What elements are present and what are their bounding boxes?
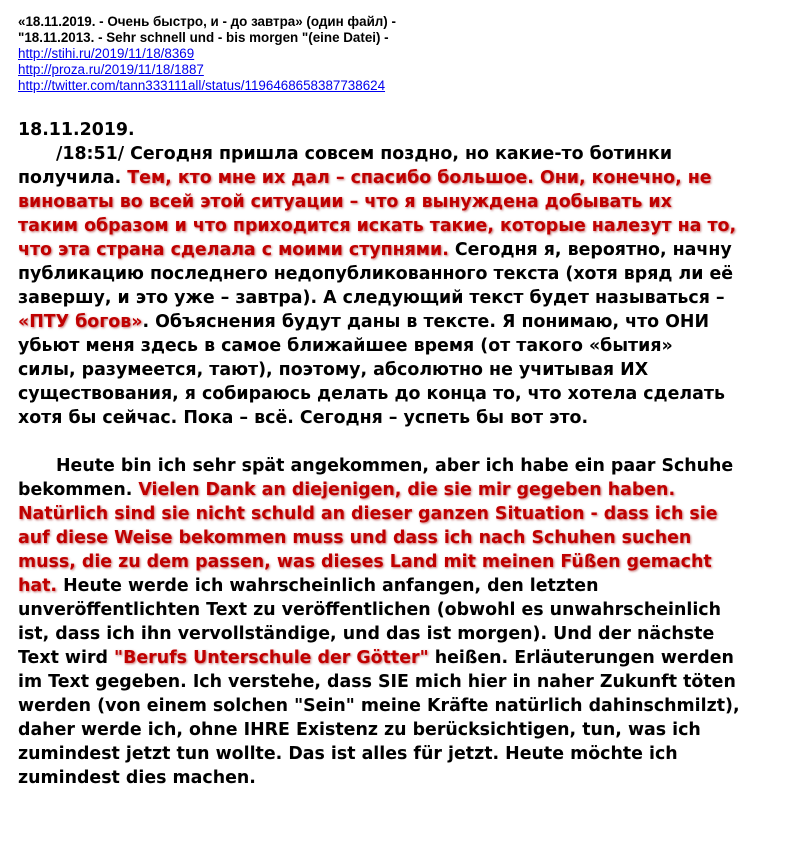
- text-line: [18, 598, 782, 622]
- text-line: [18, 694, 782, 718]
- highlighted-text: что эта страна сделала с моими ступнями.: [18, 240, 449, 260]
- german-paragraph: [18, 454, 782, 790]
- highlighted-text: hat.: [18, 576, 58, 596]
- document-body: [18, 118, 782, 790]
- text-segment: Сегодня я, вероятно, начну: [448, 240, 732, 260]
- text-line: [18, 502, 782, 526]
- text-segment: завершу, и это уже – завтра). А следующий текст будет называться –: [18, 288, 725, 308]
- highlighted-text: auf diese Weise bekommen muss und dass ich nach Schuhen suchen: [18, 528, 692, 548]
- text-segment: zumindest jetzt tun wollte. Das ist alles für jetzt. Heute möchte ich: [18, 744, 678, 764]
- text-line: [18, 478, 782, 502]
- text-segment: daher werde ich, ohne IHRE Existenz zu berücksichtigen, tun, was ich: [18, 720, 701, 740]
- link-proza[interactable]: http://proza.ru/2019/11/18/1887: [18, 62, 204, 77]
- text-segment: . Объяснения будут даны в тексте. Я понимаю, что ОНИ: [142, 312, 710, 332]
- link-twitter[interactable]: http://twitter.com/tann333111all/status/1196468658387738624: [18, 78, 386, 93]
- text-line: [18, 574, 782, 598]
- text-line: [18, 166, 782, 190]
- text-line: [18, 622, 782, 646]
- text-segment: im Text gegeben. Ich verstehe, dass SIE mich hier in naher Zukunft töten: [18, 672, 736, 692]
- text-segment: Text wird: [18, 648, 115, 668]
- text-segment: /18:51/ Сегодня пришла совсем поздно, но какие-то ботинки: [56, 144, 673, 164]
- highlighted-text: таким образом и что приходится искать такие, которые налезут на то,: [18, 216, 737, 236]
- highlighted-text: Natürlich sind sie nicht schuld an dieser ganzen Situation - dass ich sie: [18, 504, 718, 524]
- text-line: [18, 526, 782, 550]
- text-segment: хотя бы сейчас. Пока – всё. Сегодня – успеть бы вот это.: [18, 408, 589, 428]
- highlighted-text: Vielen Dank an diejenigen, die sie mir gegeben haben.: [138, 480, 676, 500]
- header-title-russian: «18.11.2019. - Очень быстро, и - до завтра» (один файл) -: [18, 14, 396, 29]
- text-segment: unveröffentlichten Text zu veröffentlichen (obwohl es unwahrscheinlich: [18, 600, 721, 620]
- paragraph-gap: [18, 430, 782, 454]
- text-line: [18, 214, 782, 238]
- highlighted-text: виноваты во всей этой ситуации – что я вынуждена добывать их: [18, 192, 672, 212]
- text-line: [18, 238, 782, 262]
- highlighted-text: muss, die zu dem passen, was dieses Land mit meinen Füßen gemacht: [18, 552, 712, 572]
- text-line: [18, 334, 782, 358]
- text-line: [18, 718, 782, 742]
- text-line: [18, 310, 782, 334]
- russian-paragraph: [18, 142, 782, 430]
- text-line: [18, 742, 782, 766]
- text-segment: получила.: [18, 168, 128, 188]
- text-line: [18, 646, 782, 670]
- link-stihi[interactable]: http://stihi.ru/2019/11/18/8369: [18, 46, 195, 61]
- text-segment: bekommen.: [18, 480, 139, 500]
- highlighted-text: "Berufs Unterschule der Götter": [114, 648, 429, 668]
- text-line: [18, 550, 782, 574]
- text-line: [18, 262, 782, 286]
- text-line: [18, 766, 782, 790]
- text-segment: силы, разумеется, тают), поэтому, абсолютно не учитывая ИХ: [18, 360, 649, 380]
- text-segment: heißen. Erläuterungen werden: [428, 648, 734, 668]
- highlighted-text: «ПТУ богов»: [18, 312, 143, 332]
- document-header: [18, 14, 778, 94]
- text-line: [18, 142, 782, 166]
- text-line: [18, 670, 782, 694]
- text-line: [18, 358, 782, 382]
- text-segment: ist, dass ich ihn vervollständige, und das ist morgen). Und der nächste: [18, 624, 715, 644]
- text-line: [18, 382, 782, 406]
- text-line: [18, 190, 782, 214]
- text-line: [18, 454, 782, 478]
- entry-date: 18.11.2019.: [18, 120, 135, 140]
- text-line: [18, 286, 782, 310]
- text-segment: werden (von einem solchen "Sein" meine Kräfte natürlich dahinschmilzt),: [18, 696, 740, 716]
- text-segment: zumindest dies machen.: [18, 768, 256, 788]
- header-title-german: "18.11.2013. - Sehr schnell und - bis morgen "(eine Datei) -: [18, 30, 389, 45]
- text-segment: публикацию последнего недопубликованного текста (хотя вряд ли её: [18, 264, 734, 284]
- text-segment: Heute werde ich wahrscheinlich anfangen, den letzten: [57, 576, 599, 596]
- text-segment: Heute bin ich sehr spät angekommen, aber ich habe ein paar Schuhe: [56, 456, 734, 476]
- highlighted-text: Тем, кто мне их дал – спасибо большое. Они, конечно, не: [127, 168, 712, 188]
- text-segment: существования, я собираюсь делать до конца то, что хотела сделать: [18, 384, 725, 404]
- text-segment: убьют меня здесь в самое ближайшее время (от такого «бытия»: [18, 336, 673, 356]
- text-line: [18, 406, 782, 430]
